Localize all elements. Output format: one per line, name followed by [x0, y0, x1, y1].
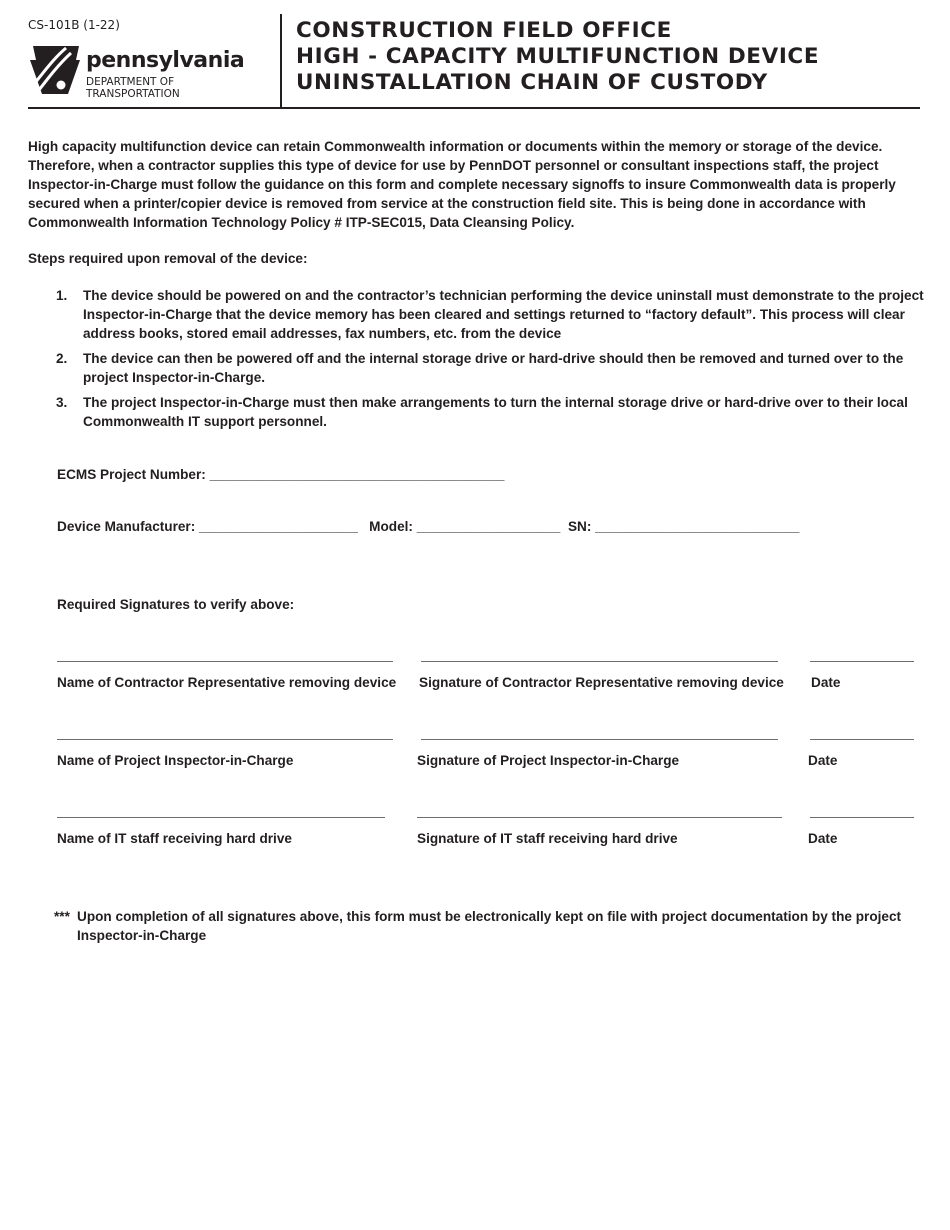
- it-staff-signature-line[interactable]: [417, 817, 782, 818]
- model-blank-line: ___________________: [416, 519, 561, 534]
- inspector-signature-line[interactable]: [421, 739, 778, 740]
- header-vertical-divider: [280, 14, 282, 108]
- logo-wordmark: pennsylvania: [86, 48, 245, 73]
- logo-department: DEPARTMENT OF TRANSPORTATION: [86, 76, 180, 100]
- form-title: [296, 18, 819, 96]
- inspector-date-line[interactable]: [810, 739, 914, 740]
- sn-label: SN:: [567, 519, 592, 534]
- manufacturer-label: Device Manufacturer:: [57, 519, 196, 534]
- step-number: 2.: [56, 351, 68, 366]
- step-number: 3.: [56, 395, 68, 410]
- it-staff-signature-label: Signature of IT staff receiving hard drive: [417, 831, 678, 846]
- contractor-date-label: Date: [811, 675, 841, 690]
- footer-note: [54, 907, 914, 945]
- title-line-2: HIGH - CAPACITY MULTIFUNCTION DEVICE: [296, 44, 820, 69]
- step-number: 1.: [56, 288, 68, 303]
- it-staff-date-label: Date: [808, 831, 838, 846]
- ecms-field-row: [57, 465, 504, 484]
- title-line-3: UNINSTALLATION CHAIN OF CUSTODY: [296, 70, 768, 95]
- it-staff-name-line[interactable]: [57, 817, 385, 818]
- list-item: [56, 393, 926, 431]
- inspector-name-line[interactable]: [57, 739, 393, 740]
- contractor-name-label: Name of Contractor Representative removing device: [57, 675, 397, 690]
- list-item: [56, 286, 926, 343]
- device-field-row: [57, 517, 799, 536]
- it-staff-date-line[interactable]: [810, 817, 914, 818]
- intro-paragraph: High capacity multifunction device can retain Commonwealth information or documents within the memory or storage of the device. Therefore, when a contractor supplies this type of device for use by PennDOT personnel or consultant inspections staff, the project Inspector-in-Charge must follow the guidance on this form and complete necessary signoffs to insure Commonwealth data is properly secured when a printer/copier device is removed from service at the construction field site. This is being done in accordance with Commonwealth Information Technology Policy # ITP-SEC015, Data Cleansing Policy.: [28, 139, 896, 230]
- footer-note-text: Upon completion of all signatures above, this form must be electronically kept on file with project documentation by the project Inspector-in-Charge: [77, 909, 902, 943]
- keystone-logo-icon: [30, 44, 82, 96]
- header-horizontal-divider: [28, 107, 920, 109]
- signatures-heading: Required Signatures to verify above:: [57, 597, 295, 612]
- manufacturer-blank-line: _____________________: [199, 519, 358, 534]
- inspector-signature-label: Signature of Project Inspector-in-Charge: [417, 753, 680, 768]
- title-line-1: CONSTRUCTION FIELD OFFICE: [296, 18, 672, 43]
- penndot-logo: [30, 44, 270, 100]
- contractor-date-line[interactable]: [810, 661, 914, 662]
- inspector-name-label: Name of Project Inspector-in-Charge: [57, 753, 294, 768]
- steps-list: [56, 286, 926, 437]
- step-text: The device should be powered on and the contractor’s technician performing the device uninstall must demonstrate to the project Inspector-in-Charge that the device memory has been cleared and settings returned to “factory default”. This process will clear address books, stored email addresses, fax numbers, etc. from the device: [83, 288, 924, 341]
- form-id: CS-101B (1-22): [28, 18, 120, 32]
- model-label: Model:: [369, 519, 413, 534]
- ecms-blank-line: _______________________________________: [209, 467, 505, 482]
- it-staff-name-label: Name of IT staff receiving hard drive: [57, 831, 292, 846]
- step-text: The project Inspector-in-Charge must then make arrangements to turn the internal storage drive or hard-drive over to their local Commonwealth IT support personnel.: [83, 395, 908, 429]
- contractor-signature-label: Signature of Contractor Representative removing device: [419, 675, 784, 690]
- list-item: [56, 349, 926, 387]
- contractor-signature-line[interactable]: [421, 661, 778, 662]
- footer-note-mark: ***: [54, 909, 70, 924]
- inspector-date-label: Date: [808, 753, 838, 768]
- steps-heading: Steps required upon removal of the device:: [28, 251, 308, 266]
- contractor-name-line[interactable]: [57, 661, 393, 662]
- step-text: The device can then be powered off and the internal storage drive or hard-drive should then be removed and turned over to the project Inspector-in-Charge.: [83, 351, 904, 385]
- sn-blank-line: ___________________________: [595, 519, 800, 534]
- ecms-label: ECMS Project Number:: [57, 467, 206, 482]
